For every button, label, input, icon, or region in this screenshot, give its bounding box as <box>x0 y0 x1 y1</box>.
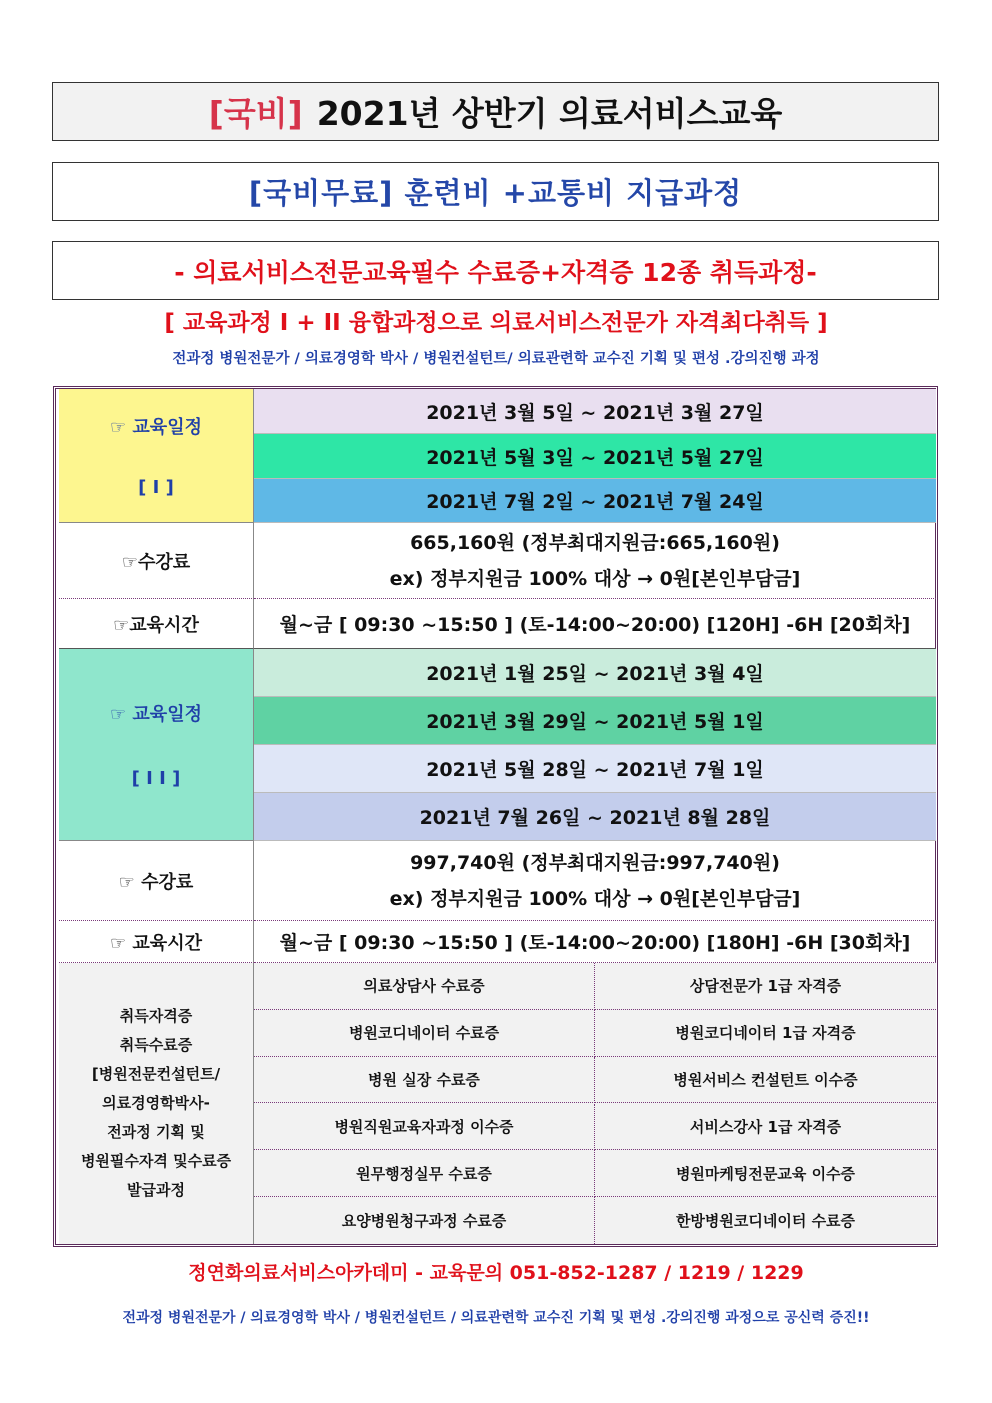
intro: 전과정 병원전문가 / 의료경영학 박사 / 병원컨설턴트/ 의료관련학 교수진 기획 및 편성 .강의진행 과정 <box>172 351 820 367</box>
cert-item: 병원직원교육자과정 이수증 <box>254 1104 595 1151</box>
course2-date-4: 2021년 7월 26일 ~ 2021년 8월 28일 <box>254 793 936 841</box>
course1-fee-label: ☞수강료 <box>59 523 254 599</box>
cert-item: 요양병원청구과정 수료증 <box>254 1197 595 1244</box>
course2-time-value: 월~금 [ 09:30 ~15:50 ] (토-14:00~20:00) [180H] -6H [30회차] <box>254 921 936 963</box>
title-prefix: [국비] <box>208 94 303 133</box>
certs-label-line: [병원전문컨설턴트/ <box>91 1065 221 1083</box>
course2-date-3: 2021년 5월 28일 ~ 2021년 7월 1일 <box>254 745 936 793</box>
subtitle: [국비무료] 훈련비 +교통비 지급과정 <box>248 176 743 210</box>
course-table <box>53 386 938 1247</box>
banner: [ 교육과정 I + II 융합과정으로 의료서비스전문가 자격최다취득 ] <box>164 310 828 336</box>
course2-fee-amount: 997,740원 (정부최대지원금:997,740원) <box>410 851 780 874</box>
certs-label-line: 취득자격증 <box>119 1007 193 1025</box>
cert-item: 한방병원코디네이터 수료증 <box>675 1212 856 1231</box>
course2-time-label: ☞ 교육시간 <box>59 921 254 963</box>
cert-item: 상담전문가 1급 자격증 <box>595 963 936 1010</box>
course2-schedule-cell <box>59 649 254 841</box>
footer-contact: 정연화의료서비스아카데미 - 교육문의 051-852-1287 / 1219 / 1229 <box>188 1262 804 1284</box>
certs-label-line: 발급과정 <box>127 1181 185 1199</box>
course2-fee-note: ex) 정부지원금 100% 대상 → 0원[본인부담금] <box>389 887 801 910</box>
cert-item: 원무행정실무 수료증 <box>254 1150 595 1197</box>
page-title: 2021년 상반기 의료서비스교육 <box>316 94 783 133</box>
course1-date-2: 2021년 5월 3일 ~ 2021년 5월 27일 <box>254 434 936 479</box>
subtitle-box <box>52 162 939 221</box>
certs-label-cell <box>59 963 254 1244</box>
cert-item: 서비스강사 1급 자격증 <box>595 1104 936 1151</box>
course2-date-2: 2021년 3월 29일 ~ 2021년 5월 1일 <box>254 697 936 745</box>
course2-fee-label: ☞ 수강료 <box>59 841 254 921</box>
course2-date-1: 2021년 1월 25일 ~ 2021년 3월 4일 <box>254 649 936 697</box>
cert-item: 병원서비스 컨설턴트 이수증 <box>595 1057 936 1104</box>
course2-schedule-label: ☞ 교육일정 <box>110 704 202 725</box>
cert-item: 병원 실장 수료증 <box>254 1057 595 1104</box>
course1-date-3: 2021년 7월 2일 ~ 2021년 7월 24일 <box>254 479 936 523</box>
course2-fee-cell <box>254 841 936 921</box>
course1-schedule-cell <box>59 389 254 523</box>
certs-grid <box>254 963 936 1244</box>
course1-marker: [ I ] <box>138 477 174 498</box>
cert-item: 병원마케팅전문교육 이수증 <box>595 1150 936 1197</box>
notice-box <box>52 241 939 300</box>
course1-fee-note: ex) 정부지원금 100% 대상 → 0원[본인부담금] <box>389 567 801 590</box>
course1-fee-cell <box>254 523 936 599</box>
course2-marker: [ I I ] <box>131 768 181 789</box>
course1-time-label: ☞교육시간 <box>59 599 254 649</box>
course1-fee-amount: 665,160원 (정부최대지원금:665,160원) <box>410 531 780 554</box>
footer-note: 전과정 병원전문가 / 의료경영학 박사 / 병원컨설턴트 / 의료관련학 교수진 기획 및 편성 .강의진행 과정으로 공신력 증진!! <box>122 1310 870 1326</box>
cert-item: 의료상담사 수료증 <box>254 963 595 1010</box>
certs-label-line: 전과정 기획 및 <box>107 1123 205 1141</box>
course1-date-1: 2021년 3월 5일 ~ 2021년 3월 27일 <box>254 389 936 434</box>
cert-item: 병원코디네이터 수료증 <box>254 1010 595 1057</box>
certs-label-line: 병원필수자격 및수료증 <box>80 1152 232 1170</box>
notice: - 의료서비스전문교육필수 수료증+자격증 12종 취득과정- <box>174 257 817 287</box>
cert-item: 병원코디네이터 1급 자격증 <box>595 1010 936 1057</box>
certs-label-line: 의료경영학박사- <box>102 1094 210 1112</box>
course1-time-value: 월~금 [ 09:30 ~15:50 ] (토-14:00~20:00) [120H] -6H [20회차] <box>254 599 936 649</box>
course1-schedule-label: ☞ 교육일정 <box>110 417 202 438</box>
certs-label-line: 취득수료증 <box>119 1036 193 1054</box>
title-box <box>52 82 939 141</box>
